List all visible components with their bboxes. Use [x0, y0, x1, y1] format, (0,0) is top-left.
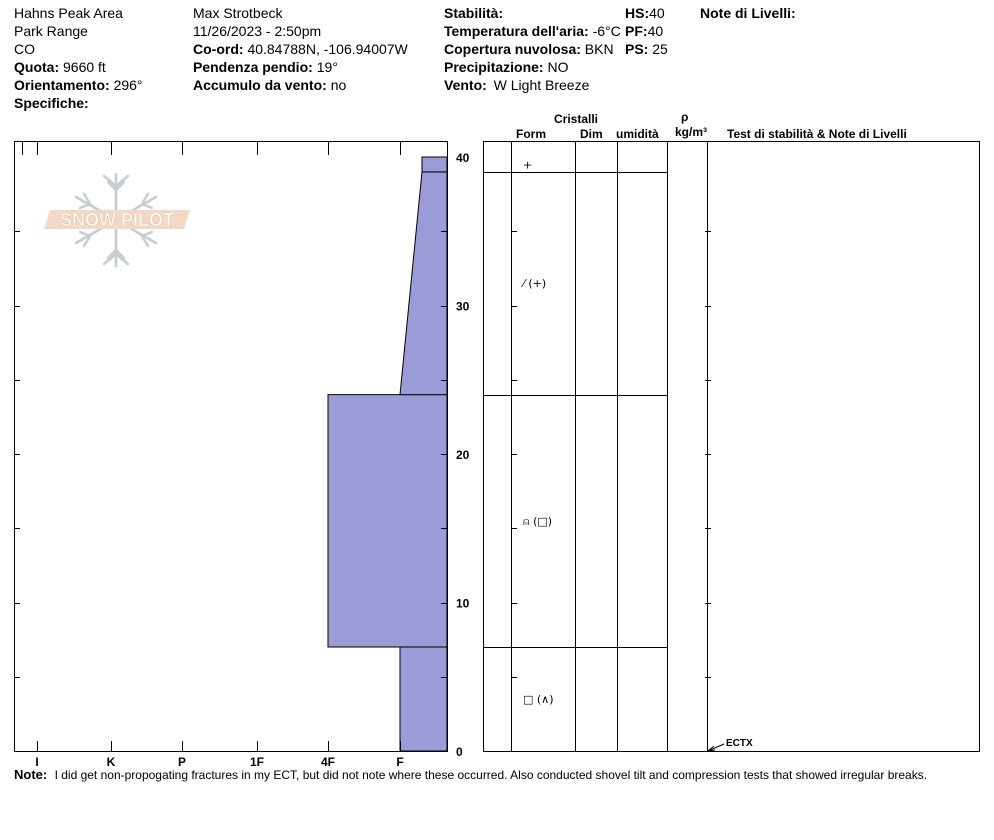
elevation-label: Quota: — [14, 59, 60, 75]
hardness-label-P: P — [177, 755, 187, 769]
precip-label: Precipitazione: — [444, 59, 544, 75]
layer-notes-label: Note di Livelli: — [700, 5, 796, 21]
stability-label: Stabilità: — [444, 5, 504, 21]
hardness-label-I: I — [35, 755, 39, 769]
slope-value: 19° — [316, 59, 338, 75]
pf-label: PF: — [625, 23, 648, 39]
snowflake-icon — [40, 172, 192, 268]
hardness-label-1F: 1F — [249, 755, 265, 769]
air-temp-label: Temperatura dell'aria: — [444, 23, 589, 39]
specifics-label: Specifiche: — [14, 95, 89, 111]
coord-value: 40.84788N, -106.94007W — [247, 41, 408, 57]
depth-label-40: 40 — [456, 151, 470, 165]
depth-label-30: 30 — [456, 299, 470, 314]
note-label: Note: — [14, 767, 48, 782]
depth-label-20: 20 — [456, 448, 470, 462]
hardness-label-F: F — [396, 755, 404, 769]
logo-text: SNOW PILOT — [60, 210, 174, 230]
layer-form-2: ⁄ (+) — [523, 277, 547, 291]
hs-label: HS: — [625, 5, 650, 21]
test-label-0: ECTX — [726, 738, 753, 749]
state-name: CO — [14, 41, 35, 57]
hardness-segment-3 — [422, 157, 447, 172]
precip-value: NO — [547, 59, 569, 75]
snowpilot-logo — [40, 172, 192, 268]
air-temp-value: -6°C — [592, 23, 621, 39]
ps-value: 25 — [652, 41, 668, 57]
tests-header: Test di stabilità & Note di Livelli — [727, 127, 907, 141]
ps-label: PS: — [625, 41, 649, 57]
hardness-segment-2 — [400, 172, 447, 395]
wind-loading-label: Accumulo da vento: — [193, 77, 327, 93]
form-header: Form — [516, 127, 546, 141]
pf-value: 40 — [647, 23, 664, 39]
footer-note — [14, 766, 927, 784]
moisture-header: umidità — [616, 127, 659, 141]
crystals-header: Cristalli — [554, 112, 599, 126]
coord-label: Co-ord: — [193, 41, 244, 57]
test-leader-0 — [708, 744, 724, 751]
aspect-label: Orientamento: — [14, 77, 110, 93]
area-name: Hahns Peak Area — [14, 5, 123, 21]
layer-form-0: □ (∧) — [523, 693, 554, 707]
wind-label: Vento: — [444, 77, 487, 93]
hardness-segment-1 — [328, 395, 447, 647]
stability-tests — [708, 738, 753, 751]
hardness-label-4F: 4F — [320, 755, 336, 769]
cloud-label: Copertura nuvolosa: — [444, 41, 581, 57]
layer-form-3: + — [523, 158, 533, 172]
observation-datetime: 11/26/2023 - 2:50pm — [193, 23, 322, 39]
elevation-value: 9660 ft — [63, 59, 106, 75]
wind-loading-value: no — [330, 77, 347, 93]
rho-header: ρ — [681, 110, 689, 124]
depth-axis-labels — [456, 151, 470, 759]
aspect-value: 296° — [113, 77, 143, 93]
cloud-value: BKN — [584, 41, 614, 57]
observer-name: Max Strotbeck — [193, 5, 283, 21]
hs-value: 40 — [649, 5, 665, 21]
hardness-segment-0 — [400, 647, 447, 751]
depth-label-10: 10 — [456, 596, 470, 611]
hardness-label-K: K — [106, 755, 116, 769]
depth-label-0: 0 — [456, 745, 463, 759]
layer-form-1: ⍝ (□) — [523, 514, 553, 528]
range-name: Park Range — [14, 23, 88, 39]
slope-label: Pendenza pendio: — [193, 59, 313, 75]
hardness-profile — [328, 157, 447, 751]
note-text: I did get non-propogating fractures in my ECT, but did not note where these occurred. Also conducted shovel tilt and compression tests that showed irregular breaks. — [54, 768, 928, 782]
layers-frame — [484, 142, 980, 752]
wind-value: W Light Breeze — [493, 77, 590, 93]
dim-header: Dim — [580, 127, 603, 141]
crystal-forms — [520, 158, 554, 706]
density-unit-header: kg/m³ — [675, 125, 708, 139]
